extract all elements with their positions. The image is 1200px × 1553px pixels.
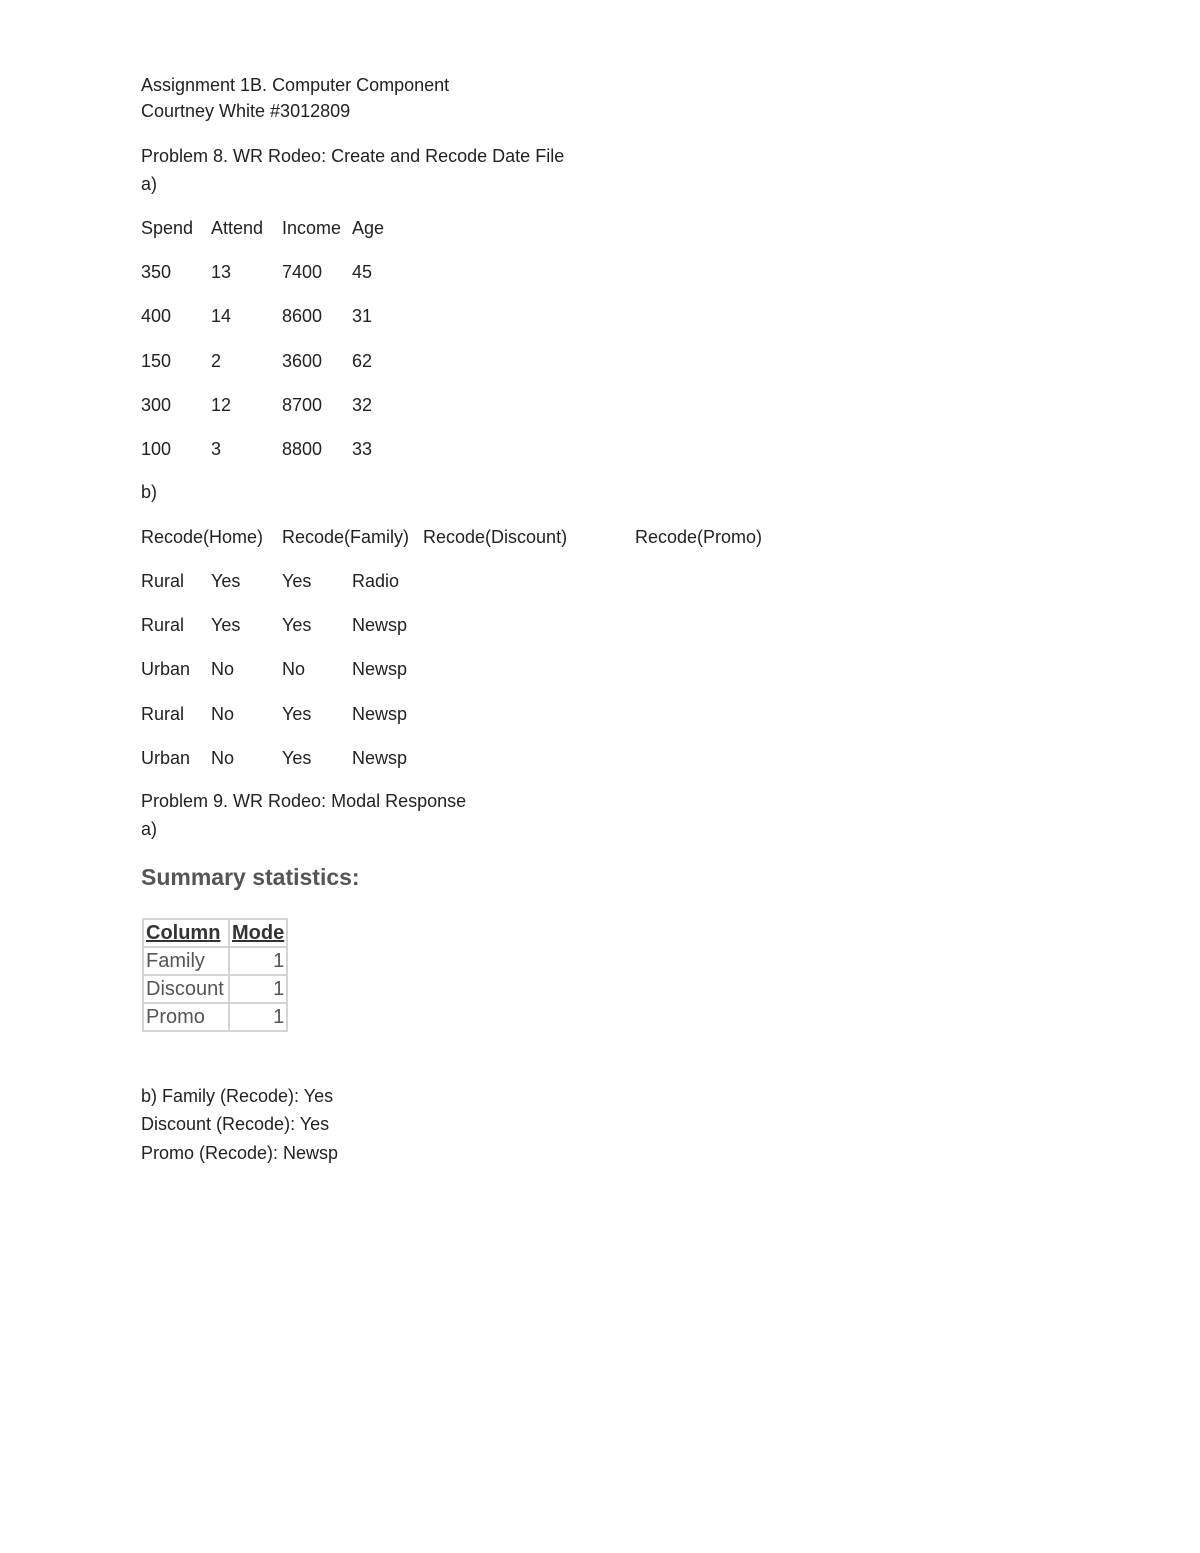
table-b-cell: Rural — [141, 704, 185, 724]
table-a-header-cell: Income — [282, 218, 342, 238]
table-b-cell: Yes — [282, 748, 312, 768]
table-a-cell: 32 — [352, 395, 373, 415]
table-b-cell: No — [211, 748, 235, 768]
table-b-header-cell: Recode(Discount) — [423, 527, 568, 547]
table-b-header-cell: Recode(Promo) — [635, 527, 763, 547]
table-a-header — [141, 216, 385, 240]
table-a-cell: 350 — [141, 262, 172, 282]
table-b-row — [141, 702, 408, 726]
table-b-cell: Newsp — [352, 748, 408, 768]
table-a-cell: 100 — [141, 439, 172, 459]
summary-heading: Summary statistics: — [141, 864, 360, 890]
table-a-cell: 300 — [141, 395, 172, 415]
table-a-row — [141, 304, 373, 328]
table-b-cell: Rural — [141, 571, 185, 591]
table-b-row — [141, 613, 408, 637]
table-b-cell: Yes — [282, 615, 312, 635]
table-a-cell: 400 — [141, 306, 172, 326]
table-a-cell: 45 — [352, 262, 373, 282]
assignment-title: Assignment 1B. Computer Component — [141, 75, 450, 95]
table-a-cell: 3600 — [282, 351, 323, 371]
problem9-part-a-label: a) — [141, 819, 158, 839]
summary-cell: Discount — [143, 975, 229, 1003]
problem9-title: Problem 9. WR Rodeo: Modal Response — [141, 791, 467, 811]
table-a-cell: 7400 — [282, 262, 323, 282]
table-b-cell: Rural — [141, 615, 185, 635]
problem8-part-b-label: b) — [141, 482, 158, 502]
table-b-cell: Yes — [211, 615, 241, 635]
answer-line: Promo (Recode): Newsp — [141, 1143, 339, 1163]
summary-table-header-row — [143, 919, 287, 947]
table-b-row — [141, 657, 408, 681]
table-a-cell: 8600 — [282, 306, 323, 326]
table-b-cell: Radio — [352, 571, 400, 591]
summary-table — [142, 918, 288, 1032]
summary-cell: 1 — [229, 1003, 287, 1031]
table-a-cell: 150 — [141, 351, 172, 371]
table-b-cell: No — [282, 659, 306, 679]
table-row — [143, 975, 287, 1003]
table-a-cell: 62 — [352, 351, 373, 371]
table-a-cell: 31 — [352, 306, 373, 326]
table-a-cell: 8800 — [282, 439, 323, 459]
problem8-title: Problem 8. WR Rodeo: Create and Recode Date File — [141, 146, 565, 166]
answer-line: b) Family (Recode): Yes — [141, 1086, 334, 1106]
table-a-row — [141, 260, 373, 284]
table-b-cell: No — [211, 704, 235, 724]
table-a-cell: 13 — [211, 262, 232, 282]
table-b-cell: Newsp — [352, 615, 408, 635]
table-a-cell: 3 — [211, 439, 222, 459]
author-line: Courtney White #3012809 — [141, 101, 351, 121]
table-a-header-cell: Spend — [141, 218, 194, 238]
table-row — [143, 947, 287, 975]
table-b-cell: Yes — [282, 704, 312, 724]
table-b-row — [141, 746, 408, 770]
table-b-cell: Urban — [141, 748, 191, 768]
summary-header-cell: Mode — [229, 919, 287, 947]
table-b-cell: No — [211, 659, 235, 679]
table-row — [143, 1003, 287, 1031]
table-b-header-cell: Recode(Family) — [282, 527, 410, 547]
table-b-cell: Yes — [211, 571, 241, 591]
table-b-cell: Urban — [141, 659, 191, 679]
table-a-cell: 2 — [211, 351, 222, 371]
answer-line: Discount (Recode): Yes — [141, 1114, 330, 1134]
table-b-header-cell: Recode(Home) — [141, 527, 264, 547]
table-a-cell: 33 — [352, 439, 373, 459]
table-a-cell: 14 — [211, 306, 232, 326]
table-b-cell: Newsp — [352, 704, 408, 724]
table-a-cell: 8700 — [282, 395, 323, 415]
table-b-header — [141, 525, 763, 549]
table-a-row — [141, 437, 373, 461]
table-a-row — [141, 393, 373, 417]
table-b-row — [141, 569, 400, 593]
summary-cell: Family — [143, 947, 229, 975]
table-a-header-cell: Attend — [211, 218, 264, 238]
summary-header-cell: Column — [143, 919, 229, 947]
summary-cell: 1 — [229, 947, 287, 975]
problem8-part-a-label: a) — [141, 174, 158, 194]
table-a-row — [141, 349, 373, 373]
table-b-cell: Yes — [282, 571, 312, 591]
table-a-header-cell: Age — [352, 218, 385, 238]
table-b-cell: Newsp — [352, 659, 408, 679]
summary-cell: Promo — [143, 1003, 229, 1031]
summary-cell: 1 — [229, 975, 287, 1003]
table-a-cell: 12 — [211, 395, 232, 415]
